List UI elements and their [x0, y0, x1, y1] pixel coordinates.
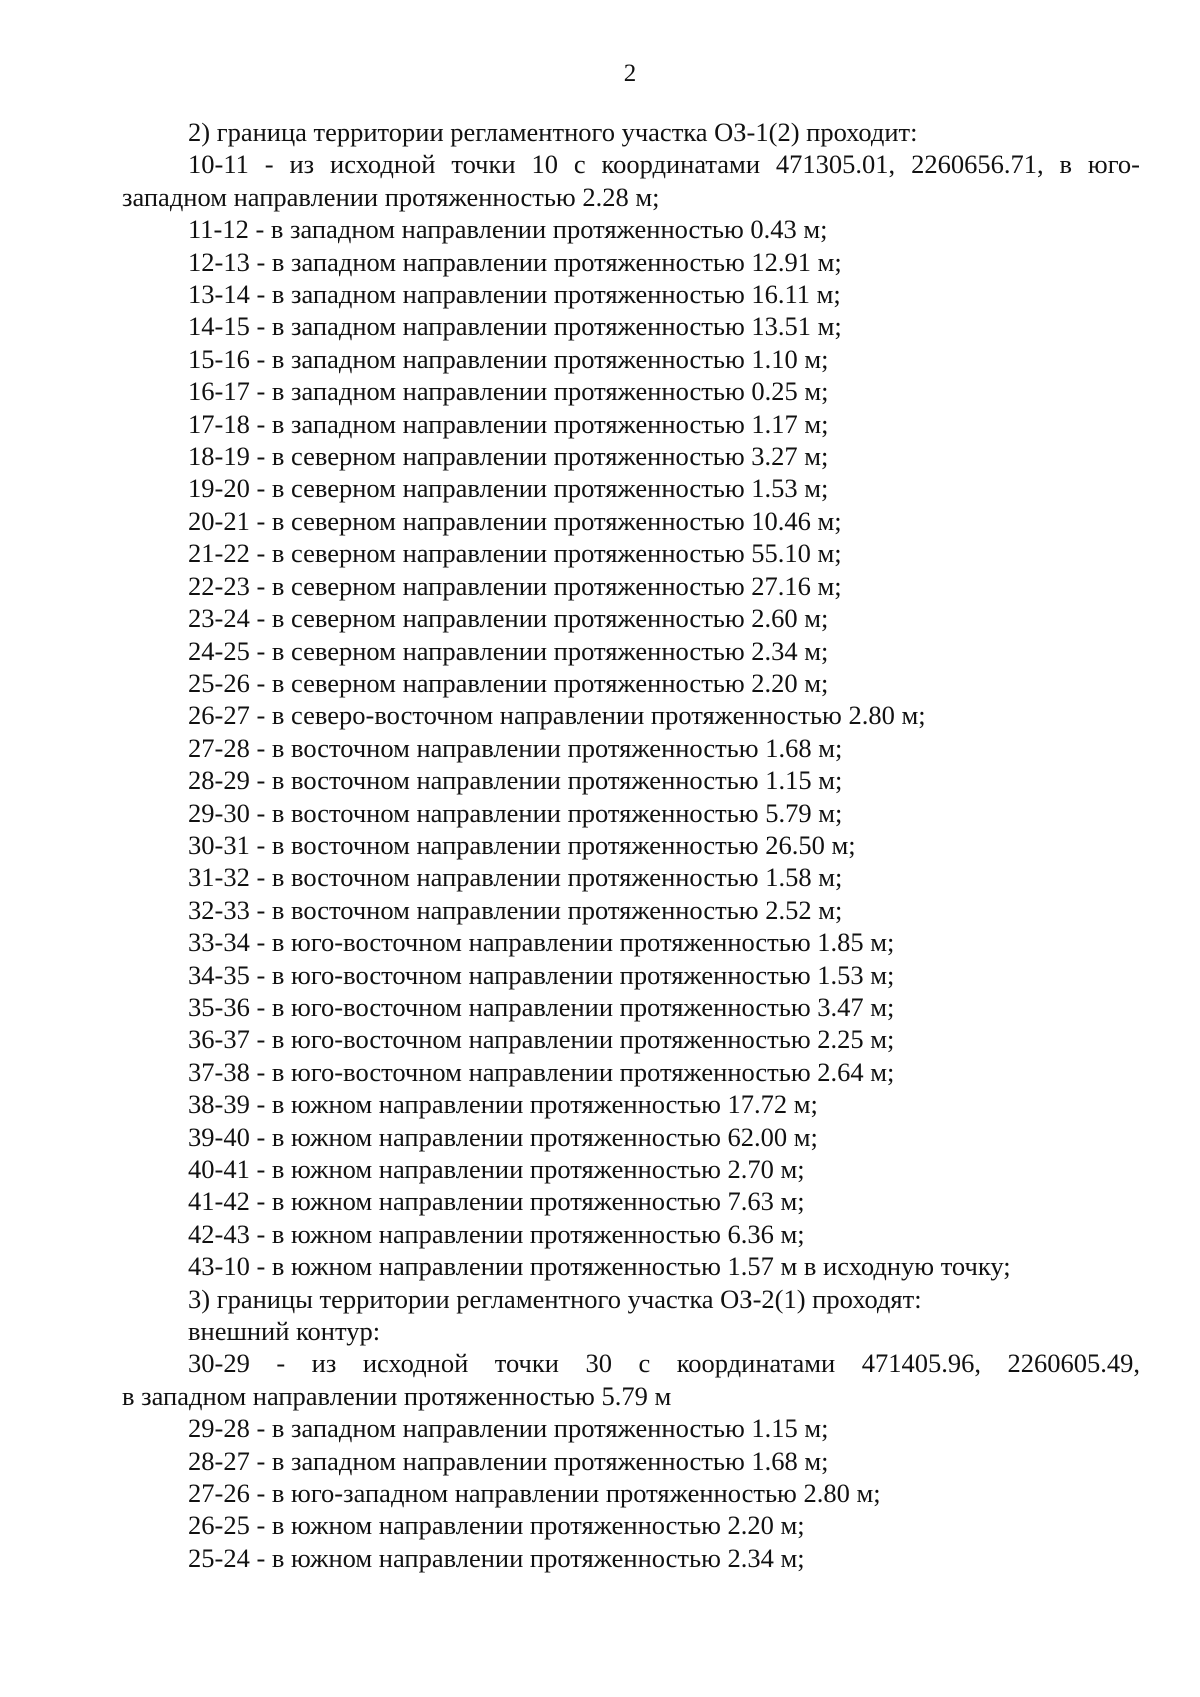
- segment-line: 37-38 - в юго-восточном направлении протяженностью 2.64 м;: [188, 1056, 895, 1087]
- segment-line: 30-31 - в восточном направлении протяженностью 26.50 м;: [188, 829, 856, 860]
- section-2-segment-list: [122, 213, 1140, 1282]
- section-2-heading: 2) граница территории регламентного участка ОЗ-1(2) проходит:: [188, 117, 918, 147]
- segment-line: 11-12 - в западном направлении протяженностью 0.43 м;: [188, 214, 828, 245]
- section-3-subheading: внешний контур:: [188, 1316, 381, 1347]
- segment-line: 24-25 - в северном направлении протяженностью 2.34 м;: [188, 635, 829, 666]
- segment-line: 16-17 - в западном направлении протяженностью 0.25 м;: [188, 376, 829, 407]
- segment-line: 19-20 - в северном направлении протяженностью 1.53 м;: [188, 473, 829, 504]
- section-3-first-segment-continuation: в западном направлении протяженностью 5.79 м: [122, 1380, 672, 1411]
- segment-line: 42-43 - в южном направлении протяженностью 6.36 м;: [188, 1218, 805, 1249]
- segment-line: 22-23 - в северном направлении протяженностью 27.16 м;: [188, 570, 842, 601]
- section-3-first-segment: 30-29 - из исходной точки 30 с координатами 471405.96, 2260605.49,: [188, 1348, 1140, 1379]
- segment-line: 29-28 - в западном направлении протяженностью 1.15 м;: [188, 1413, 829, 1444]
- segment-line: 26-27 - в северо-восточном направлении протяженностью 2.80 м;: [188, 700, 926, 731]
- segment-line: 28-27 - в западном направлении протяженностью 1.68 м;: [188, 1445, 829, 1476]
- segment-line: 29-30 - в восточном направлении протяженностью 5.79 м;: [188, 797, 843, 828]
- segment-line: 31-32 - в восточном направлении протяженностью 1.58 м;: [188, 862, 843, 893]
- section-3-heading: 3) границы территории регламентного участка ОЗ-2(1) проходят:: [188, 1283, 922, 1314]
- segment-line: 27-26 - в юго-западном направлении протяженностью 2.80 м;: [188, 1478, 881, 1509]
- segment-line: 12-13 - в западном направлении протяженностью 12.91 м;: [188, 246, 842, 277]
- segment-line: 34-35 - в юго-восточном направлении протяженностью 1.53 м;: [188, 959, 895, 990]
- segment-line: 20-21 - в северном направлении протяженностью 10.46 м;: [188, 505, 842, 536]
- section-3-segment-list: [122, 1412, 1140, 1574]
- segment-line: 36-37 - в юго-восточном направлении протяженностью 2.25 м;: [188, 1024, 895, 1055]
- segment-line: 26-25 - в южном направлении протяженностью 2.20 м;: [188, 1510, 805, 1541]
- segment-line: 18-19 - в северном направлении протяженностью 3.27 м;: [188, 441, 829, 472]
- segment-line: 14-15 - в западном направлении протяженностью 13.51 м;: [188, 311, 842, 342]
- segment-line: 38-39 - в южном направлении протяженностью 17.72 м;: [188, 1089, 818, 1120]
- segment-line: 21-22 - в северном направлении протяженностью 55.10 м;: [188, 538, 842, 569]
- segment-line: 15-16 - в западном направлении протяженностью 1.10 м;: [188, 343, 829, 374]
- segment-line: 25-26 - в северном направлении протяженностью 2.20 м;: [188, 667, 829, 698]
- segment-line: 23-24 - в северном направлении протяженностью 2.60 м;: [188, 603, 829, 634]
- section-2-first-segment-continuation: западном направлении протяженностью 2.28 м;: [122, 181, 660, 212]
- page-number: 2: [623, 60, 637, 87]
- segment-line: 39-40 - в южном направлении протяженностью 62.00 м;: [188, 1121, 818, 1152]
- segment-line: 13-14 - в западном направлении протяженностью 16.11 м;: [188, 279, 841, 310]
- section-2-first-segment: 10-11 - из исходной точки 10 с координатами 471305.01, 2260656.71, в юго-: [188, 149, 1140, 180]
- segment-line: 17-18 - в западном направлении протяженностью 1.17 м;: [188, 408, 829, 439]
- segment-line: 35-36 - в юго-восточном направлении протяженностью 3.47 м;: [188, 991, 895, 1022]
- segment-line: 32-33 - в восточном направлении протяженностью 2.52 м;: [188, 894, 843, 925]
- segment-line: 41-42 - в южном направлении протяженностью 7.63 м;: [188, 1186, 805, 1217]
- segment-line: 28-29 - в восточном направлении протяженностью 1.15 м;: [188, 765, 843, 796]
- document-body: [122, 116, 1140, 1574]
- segment-line: 43-10 - в южном направлении протяженностью 1.57 м в исходную точку;: [188, 1251, 1011, 1282]
- segment-line: 33-34 - в юго-восточном направлении протяженностью 1.85 м;: [188, 927, 895, 958]
- segment-line: 27-28 - в восточном направлении протяженностью 1.68 м;: [188, 732, 843, 763]
- segment-line: 40-41 - в южном направлении протяженностью 2.70 м;: [188, 1154, 805, 1184]
- segment-line: 25-24 - в южном направлении протяженностью 2.34 м;: [188, 1542, 805, 1573]
